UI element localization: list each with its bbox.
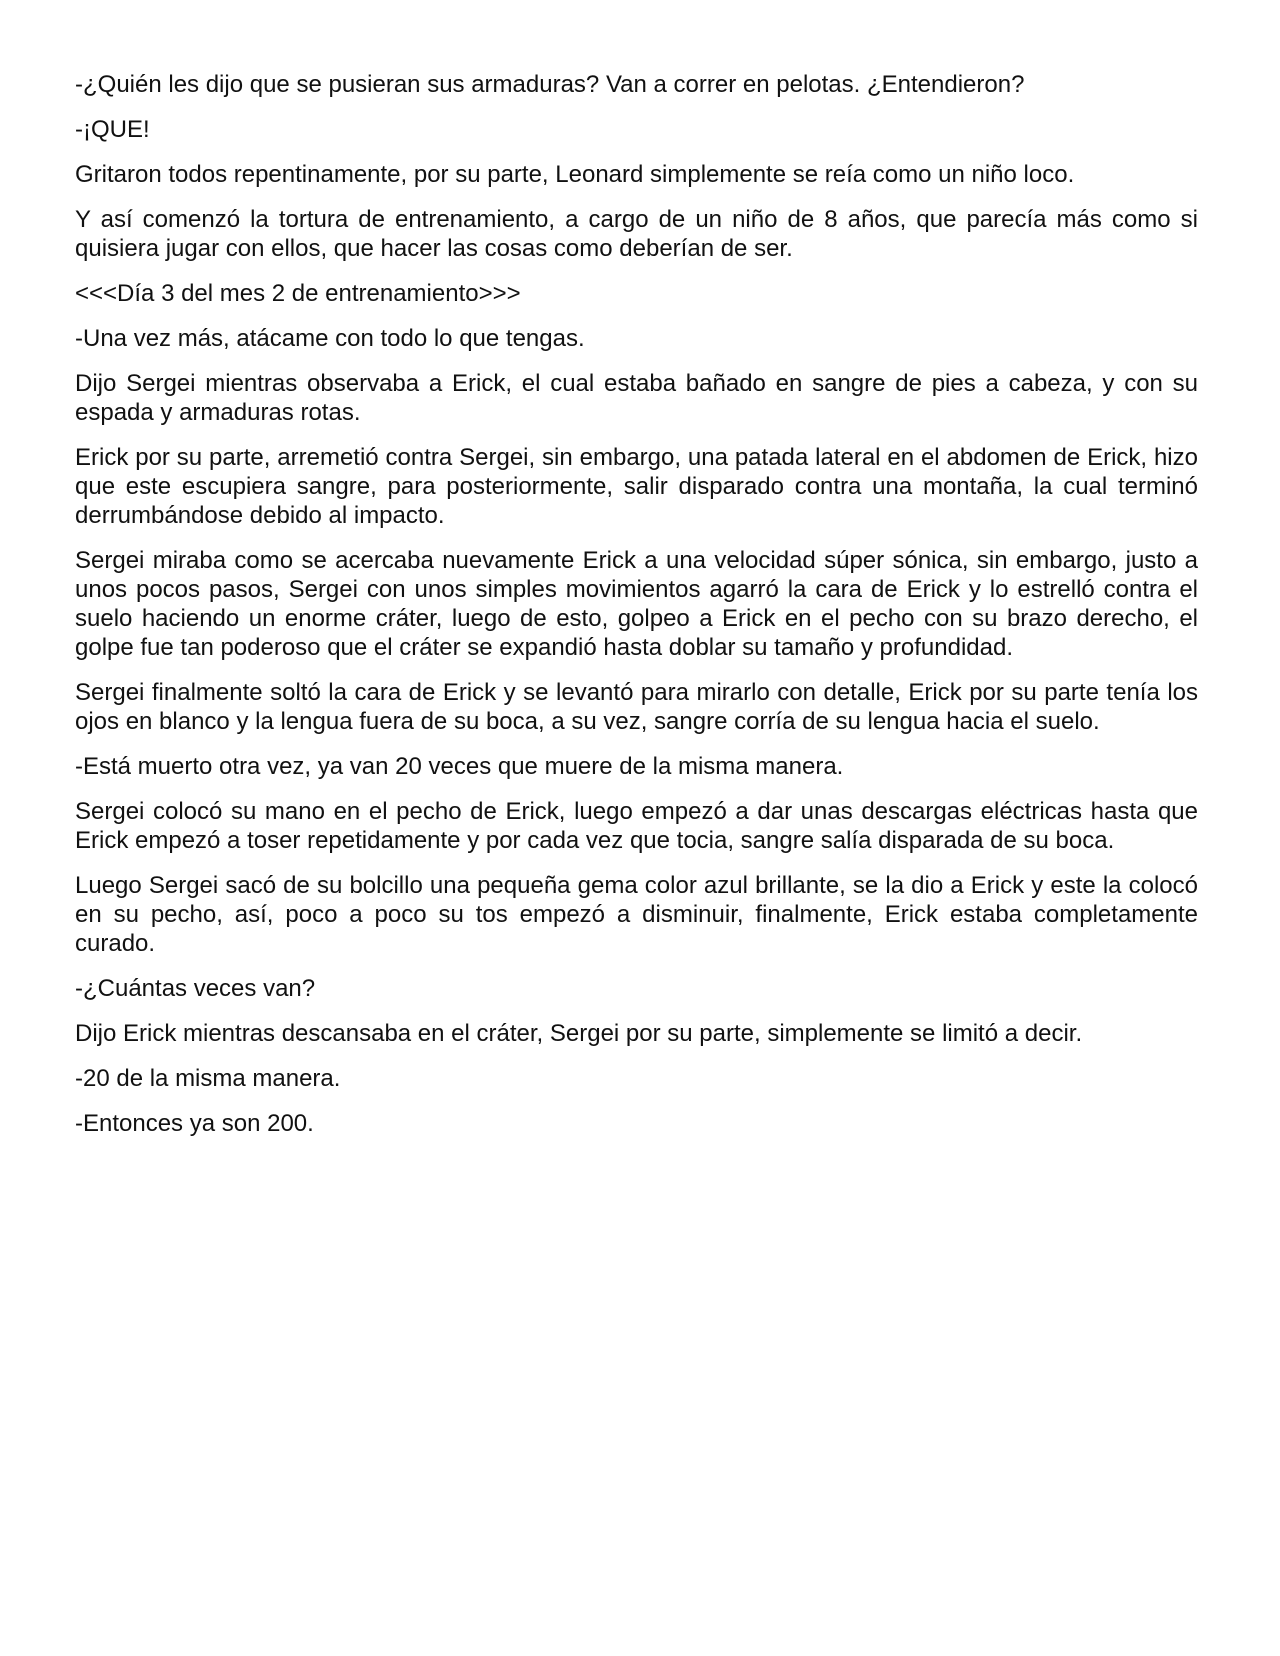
paragraph: -20 de la misma manera.: [75, 1065, 341, 1092]
paragraph: Dijo Sergei mientras observaba a Erick, el cual estaba bañado en sangre de pies a cabeza, y con su espada y armaduras rotas.: [75, 370, 1198, 426]
paragraph: Y así comenzó la tortura de entrenamiento, a cargo de un niño de 8 años, que parecía más como si quisiera jugar con ellos, que hacer las cosas como deberían de ser.: [75, 206, 1198, 262]
paragraph: -Entonces ya son 200.: [75, 1110, 314, 1137]
document-body: [75, 70, 1198, 1138]
paragraph: Dijo Erick mientras descansaba en el cráter, Sergei por su parte, simplemente se limitó a decir.: [75, 1020, 1083, 1047]
paragraph: -Está muerto otra vez, ya van 20 veces que muere de la misma manera.: [75, 753, 844, 780]
scene-heading: <<<Día 3 del mes 2 de entrenamiento>>>: [75, 280, 521, 307]
paragraph: Gritaron todos repentinamente, por su parte, Leonard simplemente se reía como un niño loco.: [75, 161, 1075, 188]
paragraph: Sergei miraba como se acercaba nuevamente Erick a una velocidad súper sónica, sin embargo, justo a unos pocos pasos, Sergei con unos simples movimientos agarró la cara de Erick y lo estrelló contra el suelo haciendo un enorme cráter, luego de esto, golpeo a Erick en el pecho con su brazo derecho, el golpe fue tan poderoso que el cráter se expandió hasta doblar su tamaño y profundidad.: [75, 547, 1198, 661]
paragraph: Sergei finalmente soltó la cara de Erick y se levantó para mirarlo con detalle, Erick por su parte tenía los ojos en blanco y la lengua fuera de su boca, a su vez, sangre corría de su lengua hacia el suelo.: [75, 679, 1198, 735]
paragraph: -¿Quién les dijo que se pusieran sus armaduras? Van a correr en pelotas. ¿Entendieron?: [75, 71, 1025, 98]
paragraph: -Una vez más, atácame con todo lo que tengas.: [75, 325, 585, 352]
paragraph: Luego Sergei sacó de su bolcillo una pequeña gema color azul brillante, se la dio a Erick y este la colocó en su pecho, así, poco a poco su tos empezó a disminuir, finalmente, Erick estaba completamente curado.: [75, 872, 1198, 957]
paragraph: -¡QUE!: [75, 116, 150, 143]
paragraph: Sergei colocó su mano en el pecho de Erick, luego empezó a dar unas descargas eléctricas hasta que Erick empezó a toser repetidamente y por cada vez que tocia, sangre salía disparada de su boca.: [75, 798, 1198, 854]
paragraph: Erick por su parte, arremetió contra Sergei, sin embargo, una patada lateral en el abdomen de Erick, hizo que este escupiera sangre, para posteriormente, salir disparado contra una montaña, la cual terminó derrumbándose debido al impacto.: [75, 444, 1198, 529]
paragraph: -¿Cuántas veces van?: [75, 975, 316, 1002]
